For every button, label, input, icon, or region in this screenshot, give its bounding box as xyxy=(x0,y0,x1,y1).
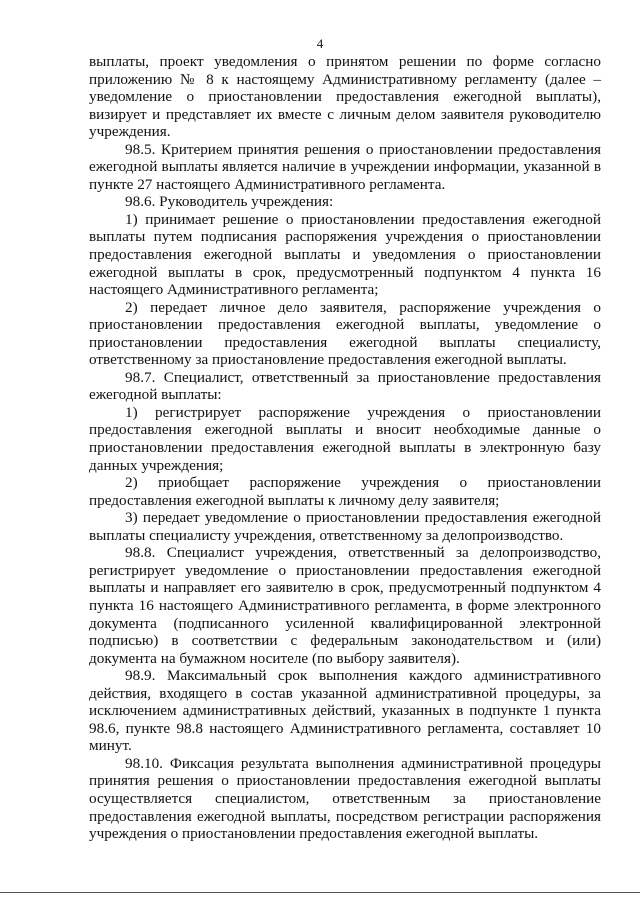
paragraph: выплаты, проект уведомления о принятом решении по форме согласно приложению № 8 к настоящему Административному регламенту (далее – уведомление о приостановлении предоставления ежегодной выплаты), визирует и представляет их вместе с личным делом заявителя руководителю учреждения. xyxy=(89,53,601,141)
page-number: 4 xyxy=(316,36,324,51)
paragraph: 98.10. Фиксация результата выполнения административной процедуры принятия решения о приостановлении предоставления ежегодной выплаты осуществляется специалистом, ответственным за приостановление предоставления ежегодной выплаты, посредством регистрации распоряжения учреждения о приостановлении предоставления ежегодной выплаты. xyxy=(89,754,601,843)
paragraph: 3) передает уведомление о приостановлении предоставления ежегодной выплаты специалисту учреждения, ответственному за делопроизводство. xyxy=(89,509,601,544)
paragraph: 1) регистрирует распоряжение учреждения о приостановлении предоставления ежегодной выплаты и вносит необходимые данные о приостановлении предоставления ежегодной выплаты в электронную базу данных учреждения; xyxy=(89,403,601,474)
paragraph: 98.5. Критерием принятия решения о приостановлении предоставления ежегодной выплаты является наличие в учреждении информации, указанной в пункте 27 настоящего Административного регламента. xyxy=(89,140,601,193)
paragraph: 98.7. Специалист, ответственный за приостановление предоставления ежегодной выплаты: xyxy=(89,368,601,404)
paragraph: 2) приобщает распоряжение учреждения о приостановлении предоставления ежегодной выплаты к личному делу заявителя; xyxy=(89,474,601,509)
document-body xyxy=(89,53,601,843)
bottom-rule xyxy=(0,892,640,893)
paragraph: 2) передает личное дело заявителя, распоряжение учреждения о приостановлении предоставления ежегодной выплаты, уведомление о приостановлении предоставления ежегодной выплаты специалисту, ответственному за приостановление предоставления ежегодной выплаты. xyxy=(89,298,601,369)
paragraph: 1) принимает решение о приостановлении предоставления ежегодной выплаты путем подписания распоряжения учреждения о приостановлении предоставления ежегодной выплаты и уведомления о приостановлении ежегодной выплаты в срок, предусмотренный подпунктом 4 пункта 16 настоящего Административного регламента; xyxy=(89,210,601,299)
paragraph: 98.8. Специалист учреждения, ответственный за делопроизводство, регистрирует уведомление о приостановлении предоставления ежегодной выплаты и направляет его заявителю в срок, предусмотренный подпунктом 4 пункта 16 настоящего Административного регламента, в форме электронного документа (подписанного усиленной квалифицированной электронной подписью) в соответствии с федеральным законодательством и (или) документа на бумажном носителе (по выбору заявителя). xyxy=(89,544,601,667)
paragraph: 98.6. Руководитель учреждения: xyxy=(125,193,334,211)
paragraph: 98.9. Максимальный срок выполнения каждого административного действия, входящего в состав указанной административной процедуры, за исключением административных действий, указанных в подпункте 1 пункта 98.6, пункте 98.8 настоящего Административного регламента, составляет 10 минут. xyxy=(89,667,601,755)
